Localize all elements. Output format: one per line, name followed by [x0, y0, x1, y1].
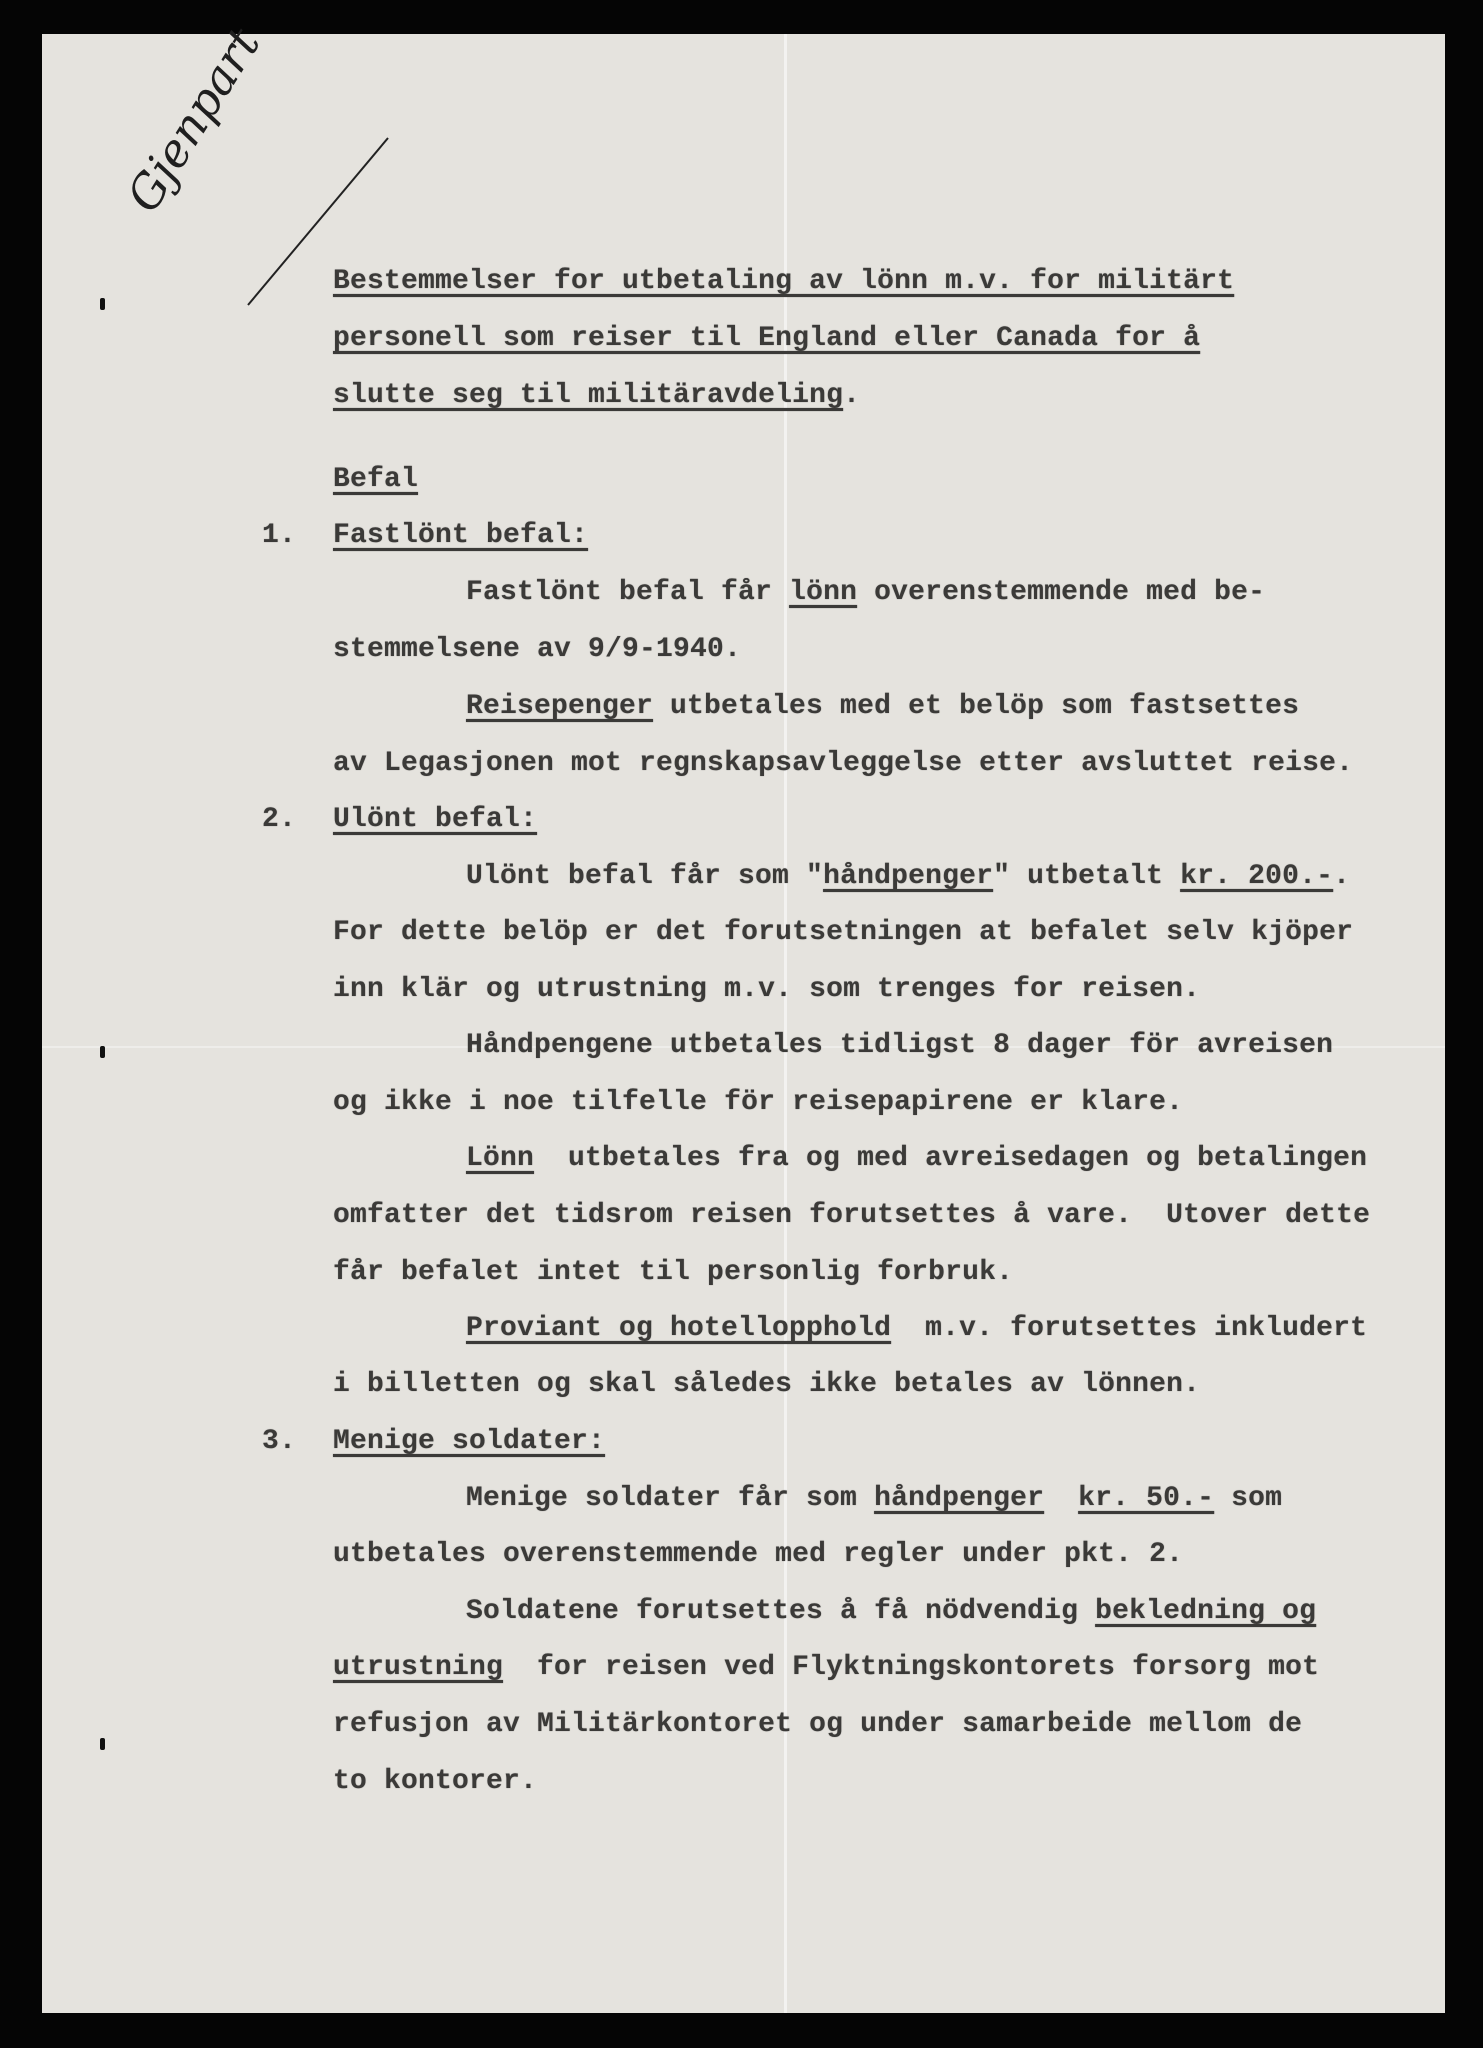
underlined-text: utrustning: [333, 1652, 504, 1683]
paragraph-line: [466, 1482, 1282, 1516]
underlined-text: bekledning og: [1095, 1596, 1317, 1627]
text: Ulönt befal får som ": [466, 861, 824, 892]
paragraph-line: stemmelsene av 9/9-1940.: [333, 634, 742, 665]
punch-mark: [100, 1046, 105, 1058]
text: .: [1333, 861, 1351, 892]
paragraph-line: og ikke i noe tilfelle för reisepapirene er klare.: [333, 1087, 1184, 1118]
title-line: slutte seg til militäravdeling: [333, 380, 844, 411]
paragraph-line: For dette belöp er det forutsetningen at befalet selv kjöper: [333, 917, 1354, 948]
text: Soldatene forutsettes å få nödvendig: [466, 1596, 1096, 1627]
paragraph-line: [333, 1651, 1319, 1685]
section-heading: Befal: [333, 464, 419, 495]
paragraph-line: [466, 1142, 1367, 1176]
section-title: Fastlönt befal:: [333, 520, 589, 551]
title-punct: .: [843, 380, 861, 411]
paragraph-line: to kontorer.: [333, 1766, 538, 1797]
title-line: Bestemmelser for utbetaling av lönn m.v. for militärt: [333, 266, 1235, 297]
punch-mark: [100, 298, 105, 310]
paragraph-line: av Legasjonen mot regnskapsavleggelse etter avsluttet reise.: [333, 748, 1354, 779]
underlined-text: håndpenger: [823, 861, 994, 892]
text: Fastlönt befal får: [466, 577, 790, 608]
underlined-amount: kr. 50.-: [1078, 1483, 1215, 1514]
underlined-text: Reisepenger: [466, 691, 654, 722]
paragraph-line: [466, 1595, 1316, 1629]
text: som: [1214, 1483, 1283, 1514]
text: utbetales fra og med avreisedagen og betalingen: [534, 1143, 1368, 1174]
paragraph-line: Håndpengene utbetales tidligst 8 dager för avreisen: [466, 1030, 1334, 1061]
underlined-text: Proviant og hotellopphold: [466, 1313, 892, 1344]
paragraph-line: refusjon av Militärkontoret og under samarbeide mellom de: [333, 1709, 1303, 1740]
paragraph-line: [466, 576, 1265, 610]
text: overenstemmende med be-: [857, 577, 1266, 608]
underlined-text: Lönn: [466, 1143, 535, 1174]
text: " utbetalt: [993, 861, 1181, 892]
section-title: Menige soldater:: [333, 1426, 606, 1457]
text: utbetales med et belöp som fastsettes: [653, 691, 1300, 722]
text: m.v. forutsettes inkludert: [891, 1313, 1368, 1344]
section-number: 1.: [262, 520, 297, 551]
paragraph-line: i billetten og skal således ikke betales av lönnen.: [333, 1369, 1201, 1400]
punch-mark: [100, 1738, 105, 1750]
paragraph-line: inn klär og utrustning m.v. som trenges for reisen.: [333, 974, 1201, 1005]
underlined-text: lönn: [789, 577, 858, 608]
title-line-last: [333, 379, 860, 413]
title-line: personell som reiser til England eller Canada for å: [333, 323, 1201, 354]
underlined-text: håndpenger: [874, 1483, 1045, 1514]
text: [1044, 1483, 1078, 1514]
section-number: 3.: [262, 1426, 297, 1457]
paragraph-line: [466, 690, 1299, 724]
handwritten-gjenpart-note: Gjenpart: [115, 18, 271, 222]
text: for reisen ved Flyktningskontorets forsorg mot: [503, 1652, 1320, 1683]
paragraph-line: [466, 1312, 1367, 1346]
section-number: 2.: [262, 804, 297, 835]
paragraph-line: utbetales overenstemmende med regler under pkt. 2.: [333, 1539, 1184, 1570]
text: Menige soldater får som: [466, 1483, 875, 1514]
paragraph-line: omfatter det tidsrom reisen forutsettes å vare. Utover dette: [333, 1200, 1371, 1231]
underlined-amount: kr. 200.-: [1180, 861, 1334, 892]
section-title: Ulönt befal:: [333, 804, 538, 835]
paragraph-line: får befalet intet til personlig forbruk.: [333, 1257, 1014, 1288]
paragraph-line: [466, 860, 1350, 894]
